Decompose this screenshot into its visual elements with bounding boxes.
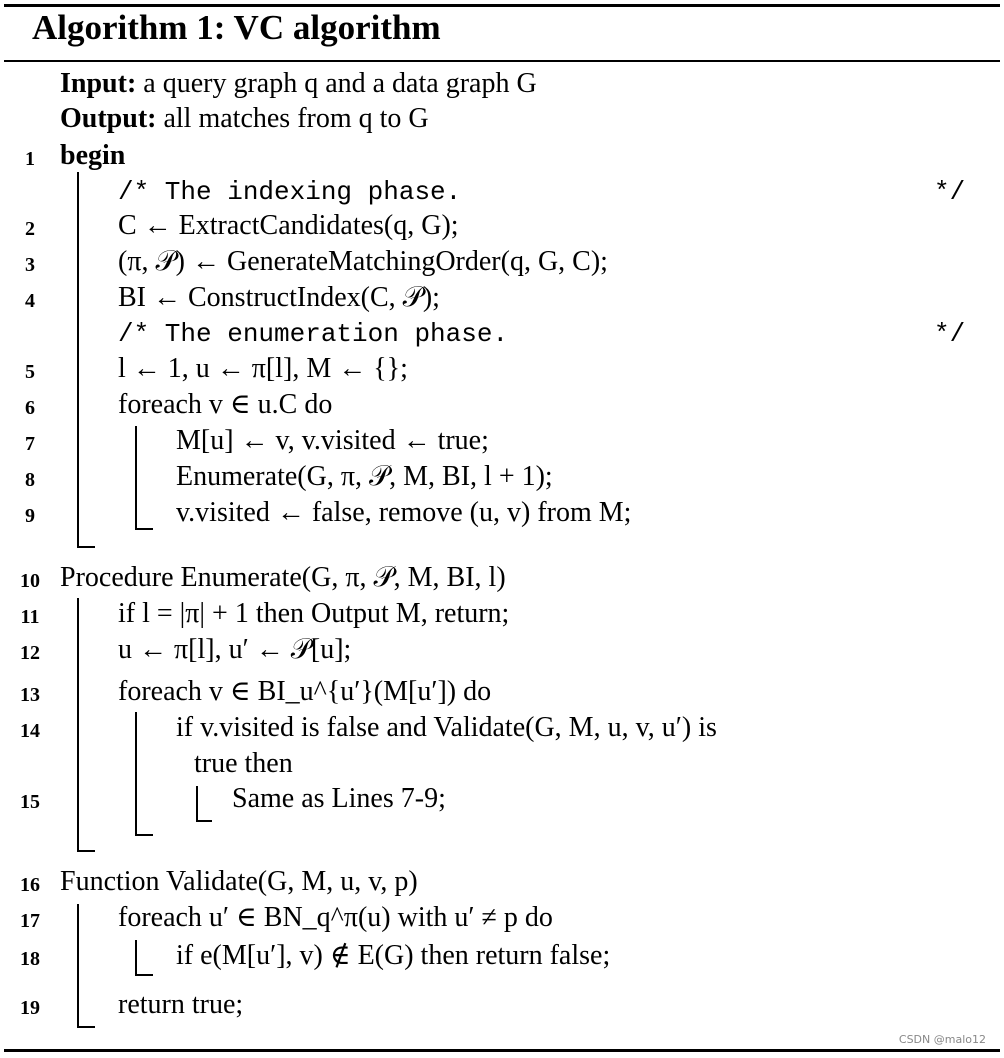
algorithm-title: Algorithm 1: VC algorithm xyxy=(32,8,441,47)
bottom-rule xyxy=(4,1049,1000,1052)
line-number: 2 xyxy=(25,218,35,240)
line-12: u ← π[l], u′ ← 𝒫[u]; xyxy=(118,634,352,665)
line-number: 5 xyxy=(25,361,35,383)
input-text: a query graph q and a data graph G xyxy=(143,68,537,99)
line-number: 14 xyxy=(20,720,40,742)
if-block-end xyxy=(196,820,212,822)
line-number: 10 xyxy=(20,570,40,592)
comment-indexing: /* The indexing phase. xyxy=(118,177,462,207)
line-14-cont: true then xyxy=(194,748,293,779)
line-4: BI ← ConstructIndex(C, 𝒫); xyxy=(118,282,440,313)
function-block-end xyxy=(77,1026,95,1028)
input-line xyxy=(60,66,537,102)
line-number: 9 xyxy=(25,505,35,527)
line-number: 15 xyxy=(20,791,40,813)
foreach2-block-end xyxy=(135,834,153,836)
if-block-bar xyxy=(196,786,198,822)
comment-enumeration-end: */ xyxy=(934,319,966,349)
line-begin: begin xyxy=(60,140,126,171)
line-number: 12 xyxy=(20,642,40,664)
line-number: 19 xyxy=(20,997,40,1019)
line-7: M[u] ← v, v.visited ← true; xyxy=(176,425,489,456)
line-2: C ← ExtractCandidates(q, G); xyxy=(118,210,459,241)
line-17: foreach u′ ∈ BN_q^π(u) with u′ ≠ p do xyxy=(118,902,553,933)
function-block-bar xyxy=(77,904,79,1028)
line-13: foreach v ∈ BI_u^{u′}(M[u′]) do xyxy=(118,676,492,707)
line-number: 16 xyxy=(20,874,40,896)
line-number: 13 xyxy=(20,684,40,706)
line-number: 17 xyxy=(20,910,40,932)
output-line xyxy=(60,101,429,137)
foreach-block-end xyxy=(135,528,153,530)
comment-enumeration: /* The enumeration phase. xyxy=(118,319,509,349)
line-10: Procedure Enumerate(G, π, 𝒫, M, BI, l) xyxy=(60,562,506,593)
procedure-block-bar xyxy=(77,598,79,852)
begin-block-end xyxy=(77,546,95,548)
line-number: 11 xyxy=(20,606,40,628)
watermark: CSDN @malo12 xyxy=(898,1033,986,1046)
foreach3-block-end xyxy=(135,974,153,976)
foreach3-block-bar xyxy=(135,940,137,976)
title-rule xyxy=(4,60,1000,62)
line-19: return true; xyxy=(118,989,244,1020)
line-14: if v.visited is false and Validate(G, M, u, v, u′) is xyxy=(176,712,717,743)
foreach2-block-bar xyxy=(135,712,137,836)
input-label: Input: xyxy=(60,68,137,99)
line-18: if e(M[u′], v) ∉ E(G) then return false; xyxy=(176,940,611,971)
line-5: l ← 1, u ← π[l], M ← {}; xyxy=(118,353,408,384)
line-number: 6 xyxy=(25,397,35,419)
line-8: Enumerate(G, π, 𝒫, M, BI, l + 1); xyxy=(176,461,553,492)
line-number: 18 xyxy=(20,948,40,970)
line-6: foreach v ∈ u.C do xyxy=(118,389,333,420)
line-number: 4 xyxy=(25,290,35,312)
procedure-block-end xyxy=(77,850,95,852)
line-15: Same as Lines 7-9; xyxy=(232,783,446,814)
comment-indexing-end: */ xyxy=(934,177,966,207)
line-number: 3 xyxy=(25,254,35,276)
output-text: all matches from q to G xyxy=(163,103,429,134)
top-rule xyxy=(4,4,1000,7)
line-number: 7 xyxy=(25,433,35,455)
line-16: Function Validate(G, M, u, v, p) xyxy=(60,866,418,897)
line-number: 8 xyxy=(25,469,35,491)
foreach-block-bar xyxy=(135,426,137,530)
begin-block-bar xyxy=(77,172,79,548)
line-number: 1 xyxy=(25,148,35,170)
line-9: v.visited ← false, remove (u, v) from M; xyxy=(176,497,632,528)
output-label: Output: xyxy=(60,103,157,134)
line-3: (π, 𝒫) ← GenerateMatchingOrder(q, G, C); xyxy=(118,246,608,277)
line-11: if l = |π| + 1 then Output M, return; xyxy=(118,598,510,629)
